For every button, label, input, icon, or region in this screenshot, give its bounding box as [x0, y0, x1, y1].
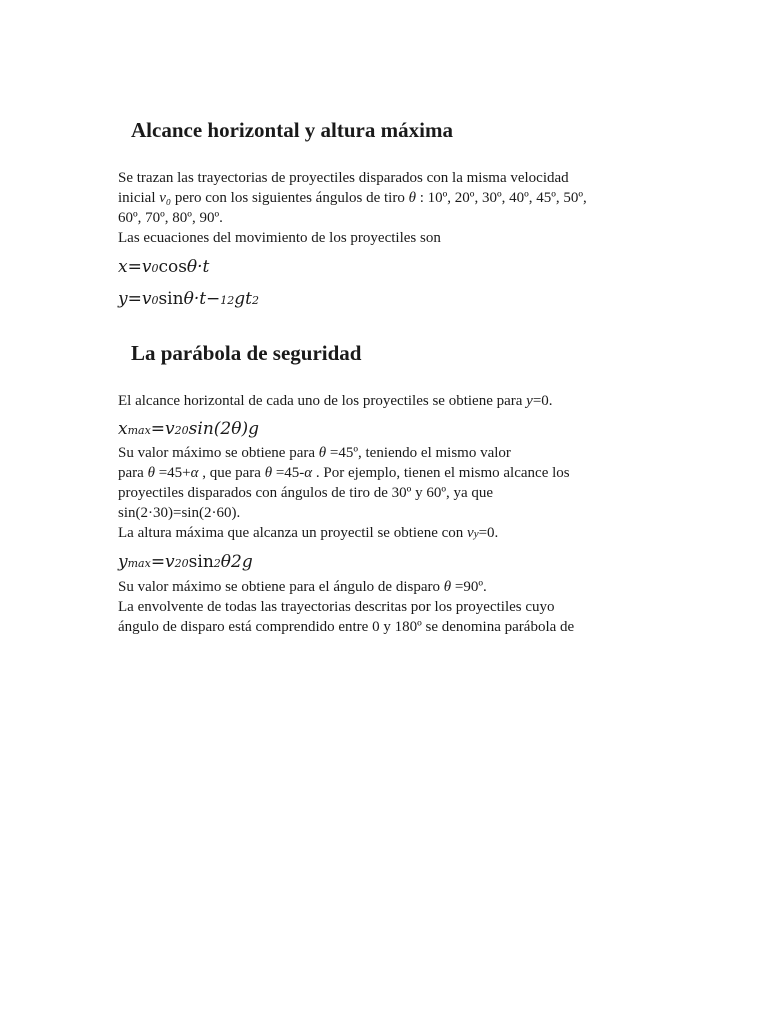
para-line: La envolvente de todas las trayectorias descritas por los proyectiles cuyo — [118, 599, 555, 615]
text-span: . Por ejemplo, tienen el mismo alcance los — [312, 465, 570, 481]
para-line — [118, 463, 658, 483]
para-line: sin(2·30)=sin(2·60). — [118, 505, 241, 521]
sub-symbol: y — [473, 528, 479, 540]
para-line — [118, 523, 658, 544]
text-span: inicial — [118, 190, 160, 206]
equation-x — [118, 256, 658, 280]
text-span: para — [118, 465, 148, 481]
eq-sub: 12 — [220, 294, 235, 307]
eq-part: y=v — [118, 289, 152, 309]
para-line: proyectiles disparados con ángulos de tiro de 30º y 60º, ya que — [118, 485, 494, 501]
equation-text — [118, 551, 658, 575]
equation-text — [118, 288, 658, 312]
theta-symbol: θ — [147, 465, 155, 481]
theta-symbol: θ — [408, 190, 416, 206]
text-span: pero con los siguientes ángulos de tiro — [171, 190, 409, 206]
eq-part: θ·t — [186, 257, 210, 277]
theta-symbol: θ — [264, 465, 273, 481]
para-line — [118, 188, 658, 208]
section2-paragraph-3 — [118, 577, 658, 637]
heading-text: Alcance horizontal y altura máxima — [131, 118, 453, 142]
equation-text — [118, 256, 658, 280]
para-line — [118, 443, 658, 463]
eq-sub: max — [127, 557, 151, 570]
text-span: El alcance horizontal de cada uno de los proyectiles se obtiene para — [118, 393, 527, 409]
theta-symbol: θ — [443, 579, 452, 595]
equation-xmax — [118, 418, 658, 442]
eq-part: sin — [158, 289, 184, 309]
text-span: =45º, teniendo el mismo valor — [326, 445, 511, 461]
y-symbol: y — [526, 393, 533, 409]
theta-symbol: θ — [318, 445, 327, 461]
text-span: La altura máxima que alcanza un proyectil se obtiene con — [118, 525, 468, 541]
eq-part: x=v — [118, 257, 152, 277]
eq-part: cos — [158, 257, 187, 277]
eq-sub: max — [127, 424, 151, 437]
text-span: Su valor máximo se obtiene para el ángulo de disparo — [118, 579, 444, 595]
eq-part: =v — [150, 419, 175, 439]
equation-text — [118, 418, 658, 442]
eq-part: x — [118, 419, 128, 439]
para-line — [118, 391, 658, 411]
v-symbol: v — [467, 525, 474, 541]
eq-part: gt — [234, 289, 253, 309]
alpha-symbol: α — [304, 465, 313, 481]
equation-y — [118, 288, 658, 312]
v0-symbol: v₀ — [159, 190, 172, 206]
text-span: =0. — [478, 525, 499, 541]
text-span: =90º. — [451, 579, 487, 595]
eq-sub: 2 — [252, 294, 260, 307]
alpha-symbol: α — [190, 465, 199, 481]
para-line — [118, 577, 658, 597]
heading-text: La parábola de seguridad — [131, 341, 362, 365]
equation-ymax — [118, 551, 658, 575]
text-span: =45+ — [154, 465, 191, 481]
para-line: 60º, 70º, 80º, 90º. — [118, 210, 223, 226]
eq-part: =v — [150, 552, 175, 572]
para-line: Las ecuaciones del movimiento de los proyectiles son — [118, 230, 441, 246]
text-span: , que para — [198, 465, 265, 481]
text-span: =0. — [532, 393, 553, 409]
text-span: : 10º, 20º, 30º, 40º, 45º, 50º, — [415, 190, 587, 206]
para-line: ángulo de disparo está comprendido entre 0 y 180º se denomina parábola de — [118, 619, 575, 635]
eq-part: sin — [188, 552, 214, 572]
eq-part: sin(2θ)g — [188, 419, 259, 439]
eq-sub: 0 — [151, 294, 159, 307]
text-span: =45- — [272, 465, 305, 481]
section2-paragraph-2 — [118, 443, 658, 544]
section2-paragraph-1 — [118, 391, 658, 411]
intro-paragraph — [118, 168, 658, 248]
eq-sub: 20 — [174, 424, 189, 437]
text-span: Su valor máximo se obtiene para — [118, 445, 319, 461]
eq-part: θ2g — [220, 552, 253, 572]
section-heading-parabola — [131, 341, 671, 366]
para-line: Se trazan las trayectorias de proyectiles disparados con la misma velocidad — [118, 170, 569, 186]
eq-sub: 2 — [213, 557, 221, 570]
eq-sub: 20 — [174, 557, 189, 570]
section-heading-alcance — [131, 118, 671, 143]
eq-part: θ·t− — [183, 289, 221, 309]
eq-part: y — [118, 552, 128, 572]
eq-sub: 0 — [151, 262, 159, 275]
